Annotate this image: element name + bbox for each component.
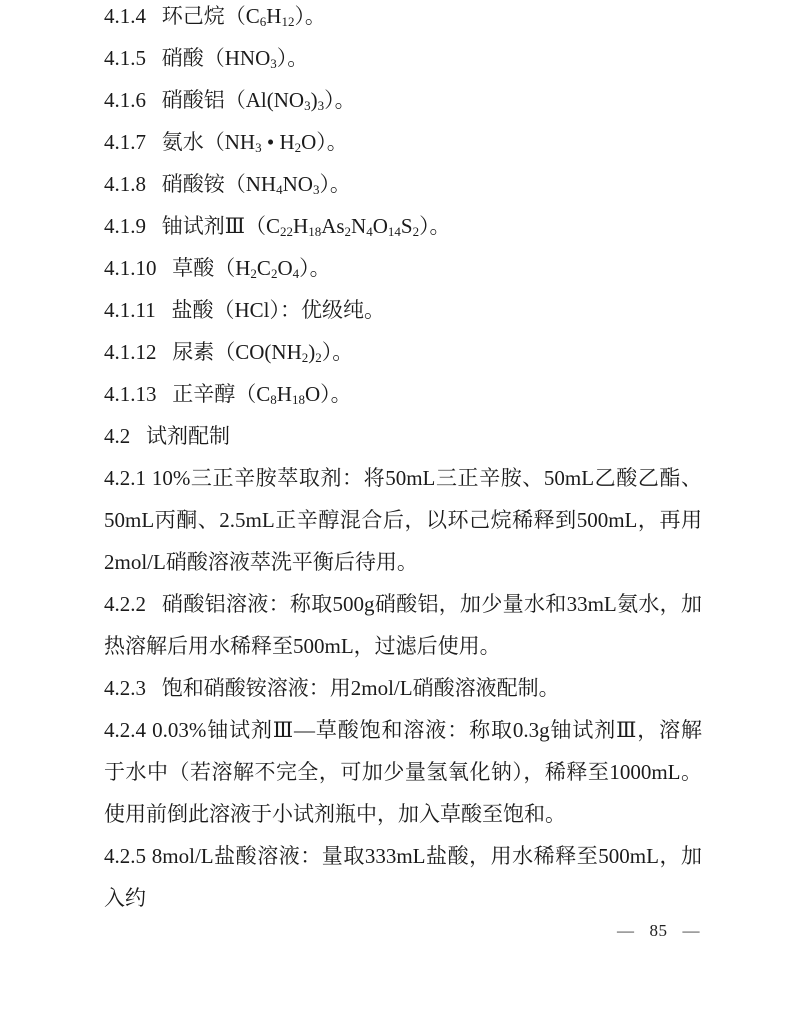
chemical-subscript: 2 (315, 350, 322, 365)
footer-dash-right: — (682, 921, 700, 940)
chemical-subscript: 2 (270, 266, 278, 281)
chemical-subscript: 4 (366, 224, 373, 239)
chemical-subscript: 18 (308, 224, 322, 239)
paragraph-4.1.7: 4.1.7 氨水（$NH_3$ • $H_2O$）。 (104, 130, 348, 155)
paragraph-4.1.10: 4.1.10 草酸$(H_2C_2O_4)$。 (104, 256, 331, 281)
chemical-subscript: 3 (312, 182, 320, 197)
chemical-subscript: 3 (255, 140, 262, 155)
paragraph-4.1.6: 4.1.6 硝酸铝$(Al(NO_3)_3)$。 (104, 88, 356, 113)
document-body (104, 0, 702, 919)
paragraph-4.2: 4.2 试剂配制 (104, 424, 230, 448)
chemical-subscript: 3 (317, 98, 325, 113)
page-number: 85 (649, 921, 668, 940)
paragraph-4.1.8: 4.1.8 硝酸铵$(NH_4NO_3)$。 (104, 172, 351, 197)
chemical-subscript: 6 (259, 14, 267, 29)
chemical-subscript: 3 (270, 56, 277, 71)
chemical-subscript: 2 (250, 266, 257, 281)
paragraph-4.1.12: 4.1.12 尿素$(CO(NH_2)_2)$。 (104, 340, 354, 365)
chemical-subscript: 18 (291, 392, 305, 407)
footer-dash-left: — (617, 921, 635, 940)
paragraph-4.2.5: 4.2.5 8mol/L盐酸溶液：量取333mL盐酸，用水稀释至500mL，加入约 (104, 844, 702, 910)
chemical-subscript: 12 (281, 14, 295, 29)
chemical-subscript: 2 (301, 350, 309, 365)
paragraph-4.2.4: 4.2.4 0.03%铀试剂Ⅲ—草酸饱和溶液：称取0.3g铀试剂Ⅲ，溶解于水中（若溶解不完全，可加少量氢氧化钠），稀释至1000mL。使用前倒此溶液于小试剂瓶中，加入草酸至饱和。 (104, 718, 702, 826)
page-footer (617, 919, 700, 943)
paragraph-4.2.1: 4.2.1 10%三正辛胺萃取剂：将50mL三正辛胺、50mL乙酸乙酯、50mL丙酮、2.5mL正辛醇混合后，以环己烷稀释到500mL，再用2mol/L硝酸溶液萃洗平衡后待用。 (104, 466, 702, 574)
chemical-subscript: 4 (292, 266, 300, 281)
paragraph-4.1.9: 4.1.9 铀试剂$Ⅲ(C_{22}H_{18}As_2N_4O_{14}S_2)$。 (104, 214, 451, 239)
chemical-subscript: 8 (270, 392, 277, 407)
chemical-subscript: 2 (294, 140, 302, 155)
chemical-subscript: 4 (276, 182, 283, 197)
paragraph-4.2.2: 4.2.2 硝酸铝溶液：称取500g硝酸铝，加少量水和33mL氨水，加热溶解后用水稀释至500mL，过滤后使用。 (104, 592, 702, 658)
chemical-subscript: 2 (412, 224, 420, 239)
paragraph-4.1.5: 4.1.5 硝酸$(HNO_3)$。 (104, 46, 309, 71)
chemical-subscript: 22 (280, 224, 294, 239)
chemical-subscript: 3 (304, 98, 311, 113)
paragraph-4.1.11: 4.1.11 盐酸（HCl）：优级纯。 (104, 298, 385, 322)
paragraph-4.1.13: 4.1.13 正辛醇$(C_8H_{18}O)$。 (104, 382, 352, 407)
chemical-subscript: 2 (344, 224, 352, 239)
paragraph-4.2.3: 4.2.3 饱和硝酸铵溶液：用2mol/L硝酸溶液配制。 (104, 676, 560, 700)
chemical-subscript: 14 (387, 224, 401, 239)
paragraph-4.1.4: 4.1.4 环己烷$(C_6H_{12})$。 (104, 4, 326, 29)
